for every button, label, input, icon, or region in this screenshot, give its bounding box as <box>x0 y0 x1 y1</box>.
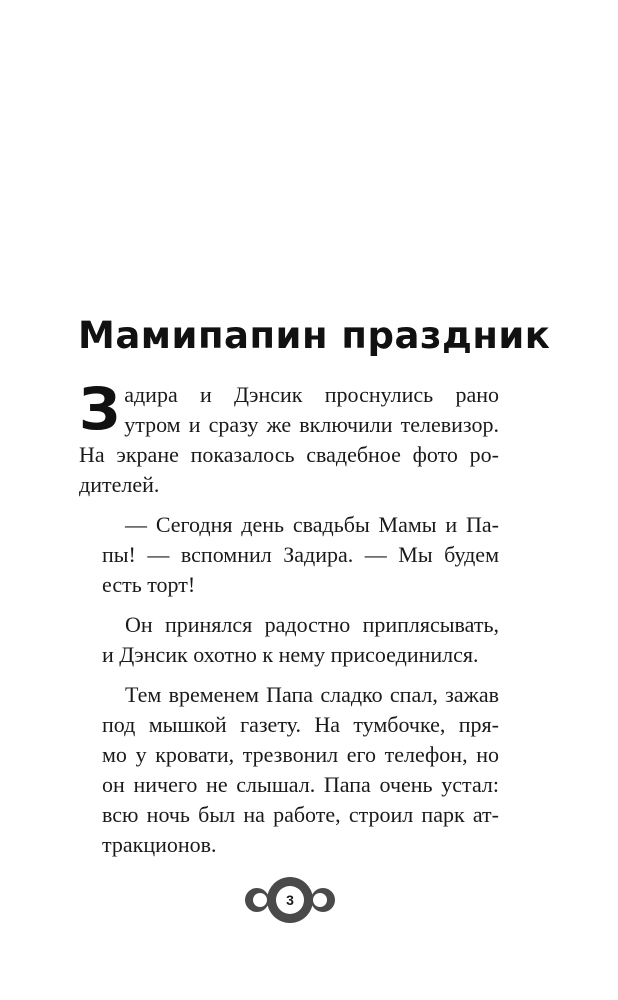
paragraph-2 <box>79 510 499 600</box>
page-number: 3 <box>286 892 294 908</box>
page-number-badge <box>242 876 338 924</box>
text-line: дителей. <box>79 472 160 497</box>
badge-right-hole <box>313 893 327 907</box>
chapter-body <box>79 375 499 870</box>
text-line: На экране показалось свадебное фото ро- <box>79 442 499 467</box>
text-line: Он принялся радостно приплясывать, <box>125 612 499 637</box>
paragraph-1 <box>79 375 499 500</box>
chapter-title: Мамипапин праздник <box>78 314 551 357</box>
text-line: утром и сразу же включили телевизор. <box>124 412 499 437</box>
text-line: есть торт! <box>102 572 196 597</box>
text-line: тракционов. <box>102 832 217 857</box>
paragraph-4 <box>79 680 499 860</box>
badge-left-hole <box>253 893 267 907</box>
text-line: он ничего не слышал. Папа очень устал: <box>102 772 499 797</box>
text-line: под мышкой газету. На тумбочке, пря- <box>102 712 499 737</box>
drop-cap-letter: З <box>79 375 121 443</box>
text-line: всю ночь был на работе, строил парк ат- <box>102 802 499 827</box>
text-line: — Сегодня день свадьбы Мамы и Па- <box>125 512 499 537</box>
text-line: мо у кровати, трезвонил его телефон, но <box>102 742 499 767</box>
text-line: пы! — вспомнил Задира. — Мы будем <box>102 542 499 567</box>
text-line: Тем временем Папа сладко спал, зажав <box>125 682 499 707</box>
paragraph-3 <box>79 610 499 670</box>
drop-cap-lines <box>124 380 499 440</box>
drop-cap-block <box>79 375 499 443</box>
text-line: адира и Дэнсик проснулись рано <box>124 382 499 407</box>
text-line: и Дэнсик охотно к нему присоединился. <box>102 642 479 667</box>
